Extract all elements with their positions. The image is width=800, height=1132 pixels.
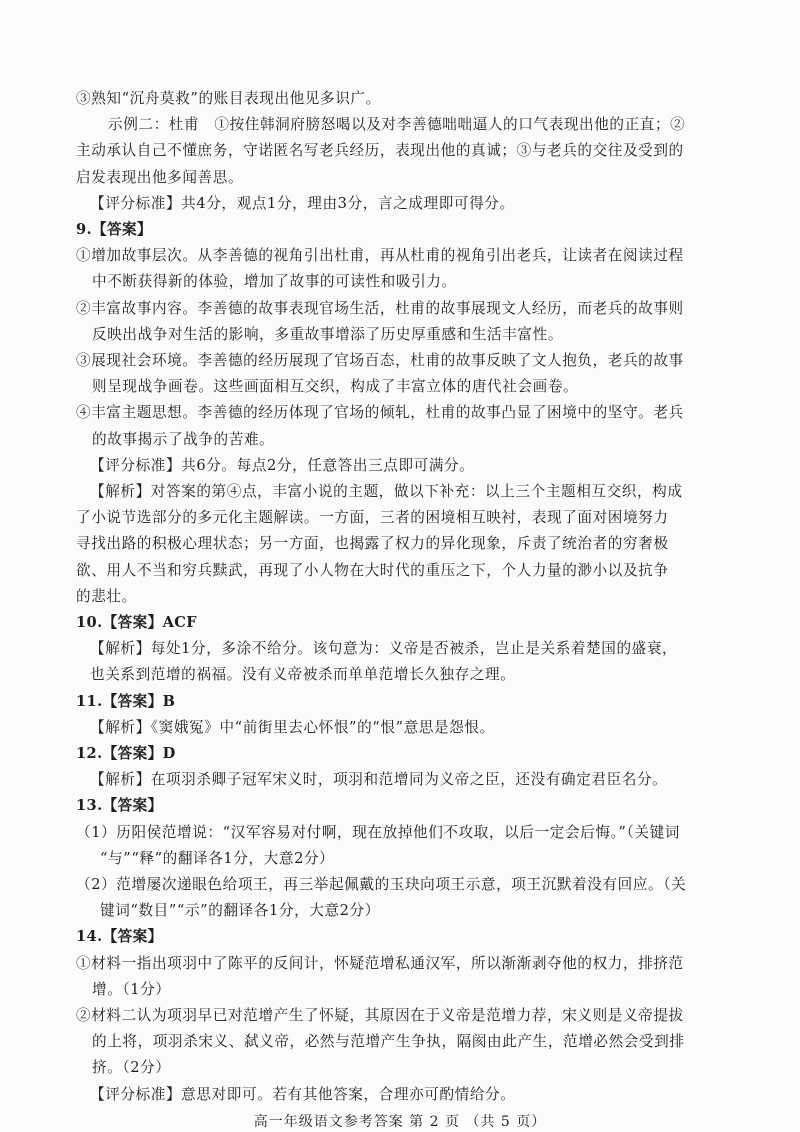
text-line: ④丰富主题思想。李善德的经历体现了官场的倾轧，杜甫的故事凸显了困境中的坚守。老兵 — [76, 404, 684, 422]
text-line: ②材料二认为项羽早已对范增产生了怀疑，其原因在于义帝是范增力荐，宋义则是义帝提拔 — [76, 1007, 684, 1024]
text-line: 主动承认自己不懂庶务，守诺匿名写老兵经历，表现出他的真诚；③与老兵的交往及受到的 — [76, 142, 684, 160]
question-heading: 11.【答案】B — [76, 692, 176, 710]
page-footer: 高一年级语文参考答案 第 2 页 （共 5 页） — [253, 1113, 547, 1130]
text-line: 反映出战争对生活的影响，多重故事增添了历史厚重感和生活丰富性。 — [92, 325, 564, 343]
text-line: ①增加故事层次。从李善德的视角引出杜甫，再从杜甫的视角引出老兵，让读者在阅读过程 — [76, 247, 684, 265]
grading-note: 【评分标准】意思对即可。若有其他答案，合理亦可酌情给分。 — [90, 1085, 516, 1103]
text-line: 键词“数目”“示”的翻译各1分，大意2分） — [100, 902, 380, 920]
text-line: ③熟知“沉舟莫救”的账目表现出他见多识广。 — [76, 90, 381, 107]
grading-note: 【评分标准】共6分。每点2分，任意答出三点即可满分。 — [90, 456, 475, 474]
text-line: 的上将，项羽杀宋义、弑义帝，必然与范增产生争执，隔阂由此产生，范增必然会受到排 — [92, 1033, 685, 1051]
text-line: 则呈现战争画卷。这些画面相互交织，构成了丰富立体的唐代社会画卷。 — [92, 378, 579, 396]
question-heading: 13.【答案】 — [76, 797, 163, 815]
text-line: 增。（1分） — [92, 980, 171, 998]
text-line: 挤。（2分） — [92, 1059, 171, 1077]
text-line: ②丰富故事内容。李善德的故事表现官场生活，杜甫的故事展现文人经历，而老兵的故事则 — [76, 299, 684, 317]
text-line: 也关系到范增的祸福。没有义帝被杀而单单范增长久独存之理。 — [90, 666, 516, 684]
analysis-text: 【解析】在项羽杀卿子冠军宋义时，项羽和范增同为义帝之臣，还没有确定君臣名分。 — [90, 771, 668, 789]
text-line: 启发表现出他多闻善思。 — [76, 168, 244, 186]
question-heading: 12.【答案】D — [76, 745, 176, 762]
text-line: 了小说节选部分的多元化主题解读。一方面，三者的困境相互映衬，表现了面对困境努力 — [76, 509, 669, 527]
analysis-text: 【解析】《窦娥冤》中“前街里去心怀恨”的“恨”意思是怨恨。 — [90, 718, 495, 736]
text-line: 示例二：杜甫 ①按住韩洞府膀怒喝以及对李善德咄咄逼人的口气表现出他的正直；② — [108, 116, 686, 134]
text-line: “与”“释”的翻译各1分，大意2分） — [100, 849, 335, 867]
question-heading: 10.【答案】ACF — [76, 614, 198, 631]
text-line: （1）历阳侯范增说：“汉军容易对付啊，现在放掉他们不攻取，以后一定会后悔。”（关键词 — [76, 823, 680, 841]
text-line: 的悲壮。 — [76, 587, 137, 605]
text-line: ③展现社会环境。李善德的经历展现了官场百态，杜甫的故事反映了文人抱负，老兵的故事 — [76, 352, 684, 369]
text-line: 寻找出路的积极心理状态；另一方面，也揭露了权力的异化现象，斥责了统治者的穷奢极 — [76, 535, 669, 553]
analysis-text: 【解析】对答案的第④点，丰富小说的主题，做以下补充：以上三个主题相互交织，构成 — [90, 483, 683, 500]
analysis-text: 【解析】每处1分，多涂不给分。该句意为：义帝是否被杀，岂止是关系着楚国的盛衰， — [90, 640, 678, 658]
text-line: 中不断获得新的体验，增加了故事的可读性和吸引力。 — [92, 273, 457, 291]
grading-note: 【评分标准】共4分，观点1分，理由3分，言之成理即可得分。 — [90, 194, 515, 212]
question-heading: 14.【答案】 — [76, 928, 163, 946]
text-line: 的故事揭示了战争的苦难。 — [92, 430, 275, 448]
text-line: 欲、用人不当和穷兵黩武，再现了小人物在大时代的重压之下，个人力量的渺小以及抗争 — [76, 561, 669, 579]
question-heading: 9.【答案】 — [76, 221, 153, 238]
text-line: （2）范增屡次递眼色给项王，再三举起佩戴的玉玦向项王示意，项王沉默着没有回应。（关 — [76, 876, 687, 893]
text-line: ①材料一指出项羽中了陈平的反间计，怀疑范增私通汉军，所以渐渐剥夺他的权力，排挤范 — [76, 954, 684, 972]
